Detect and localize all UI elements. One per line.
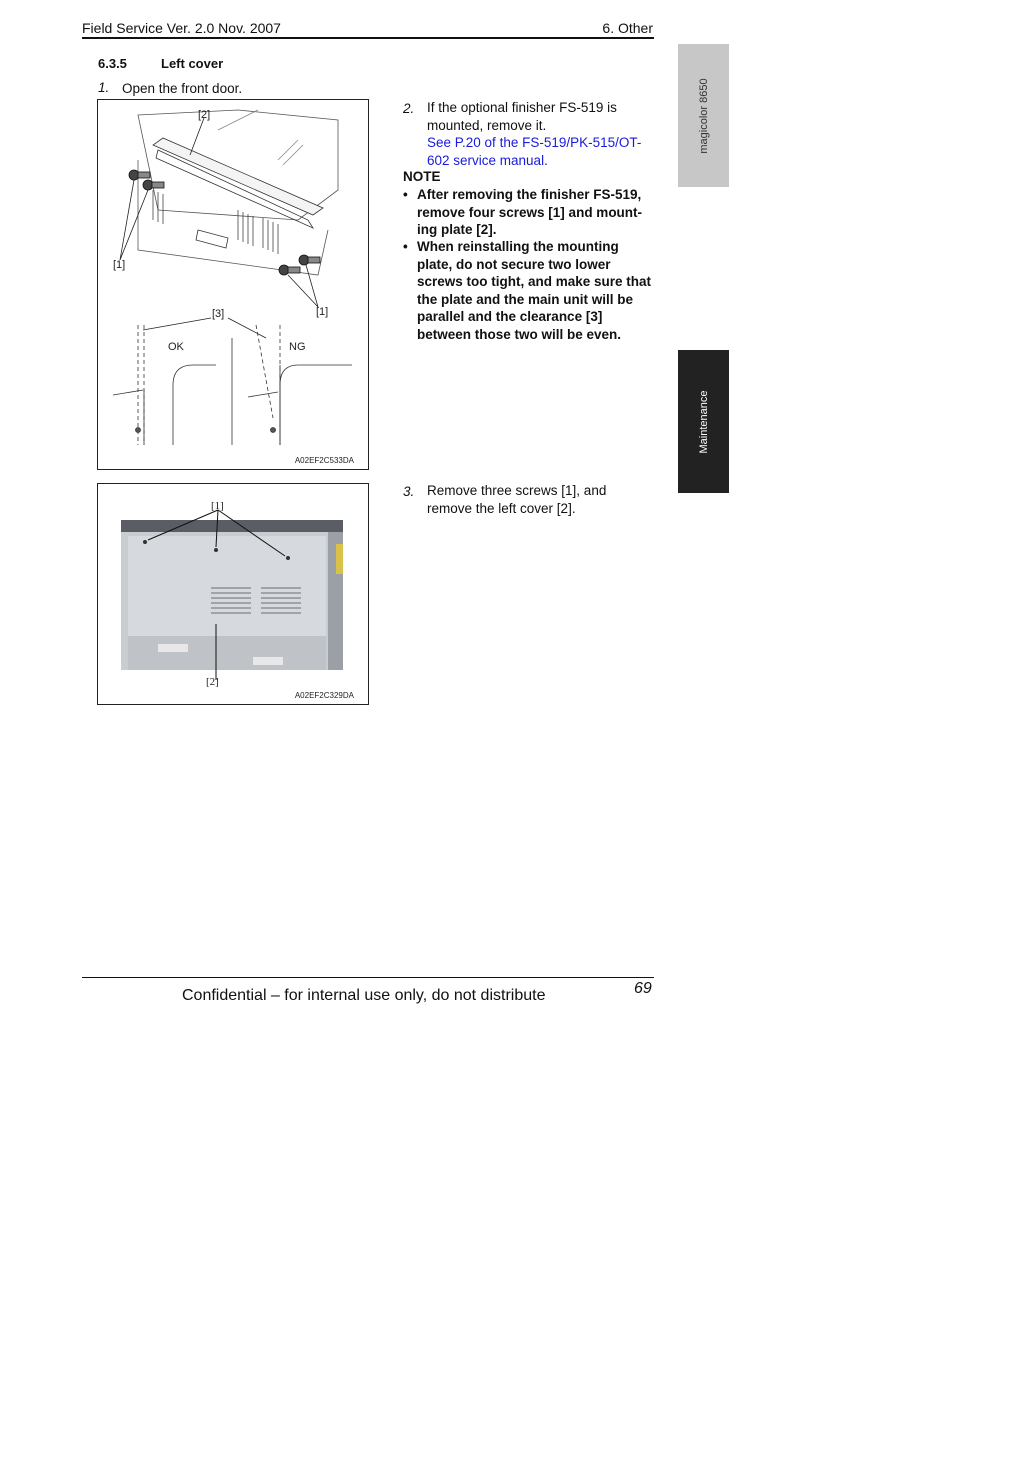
footer-divider [82, 977, 654, 978]
section-title: Left cover [161, 56, 224, 71]
step-2-number: 2. [403, 101, 415, 116]
step-1-number: 1. [98, 80, 110, 95]
mounting-plate-illustration [98, 100, 368, 469]
figure-2-code: A02EF2C329DA [294, 691, 354, 700]
label-ng: NG [289, 341, 306, 353]
callout-left-cover: [2] [206, 676, 219, 688]
note-bullet-1-text: After removing the finisher FS-519, remove four screws [1] and mount-ing plate [2]. [417, 187, 643, 237]
step-1-text: Open the front door. [122, 81, 243, 96]
side-tab-maintenance-label: Maintenance [697, 390, 710, 453]
callout-mounting-plate: [2] [198, 109, 211, 121]
figure-mounting-plate [97, 99, 369, 470]
callout-screws-right: [1] [316, 306, 329, 318]
section-number: 6.3.5 [98, 56, 127, 71]
side-tab-model-label: magicolor 8650 [697, 77, 710, 154]
step-3-text: Remove three screws [1], and remove the left cover [2]. [427, 483, 607, 516]
note-bullet-2: • When reinstalling the mounting plate, do not secure two lower screws too tight, and make sure that the plate and the main unit will be parallel and the clearance [3] between those two will be even. [403, 239, 652, 342]
callout-screws: [1] [211, 500, 224, 512]
label-ok: OK [168, 341, 184, 353]
note-label: NOTE [403, 169, 441, 184]
figure-left-cover [97, 483, 369, 705]
figure-1-code: A02EF2C533DA [294, 456, 354, 465]
note-bullet-2-text: When reinstalling the mounting plate, do not secure two lower screws too tight, and make sure that the plate and the main unit will be parallel and the clearance [3] between those two will be even. [417, 239, 652, 342]
callout-clearance: [3] [212, 308, 225, 320]
note-bullet-1: • After removing the finisher FS-519, remove four screws [1] and mount-ing plate [2]. [403, 187, 643, 237]
step-2-reference-link[interactable]: See P.20 of the FS-519/PK-515/OT-602 service manual. [427, 135, 642, 168]
footer-confidential-notice: Confidential – for internal use only, do not distribute [182, 987, 546, 1004]
side-tab-maintenance [678, 350, 729, 493]
side-tab-model [678, 44, 729, 187]
header-doc-version: Field Service Ver. 2.0 Nov. 2007 [82, 20, 281, 36]
header-chapter: 6. Other [602, 20, 653, 36]
header-divider [82, 37, 654, 39]
callout-screws-left: [1] [113, 259, 126, 271]
left-cover-photo [98, 484, 368, 704]
step-3-number: 3. [403, 484, 415, 499]
step-2-text: If the optional finisher FS-519 is mounted, remove it. [427, 100, 617, 133]
page-number: 69 [634, 980, 652, 997]
